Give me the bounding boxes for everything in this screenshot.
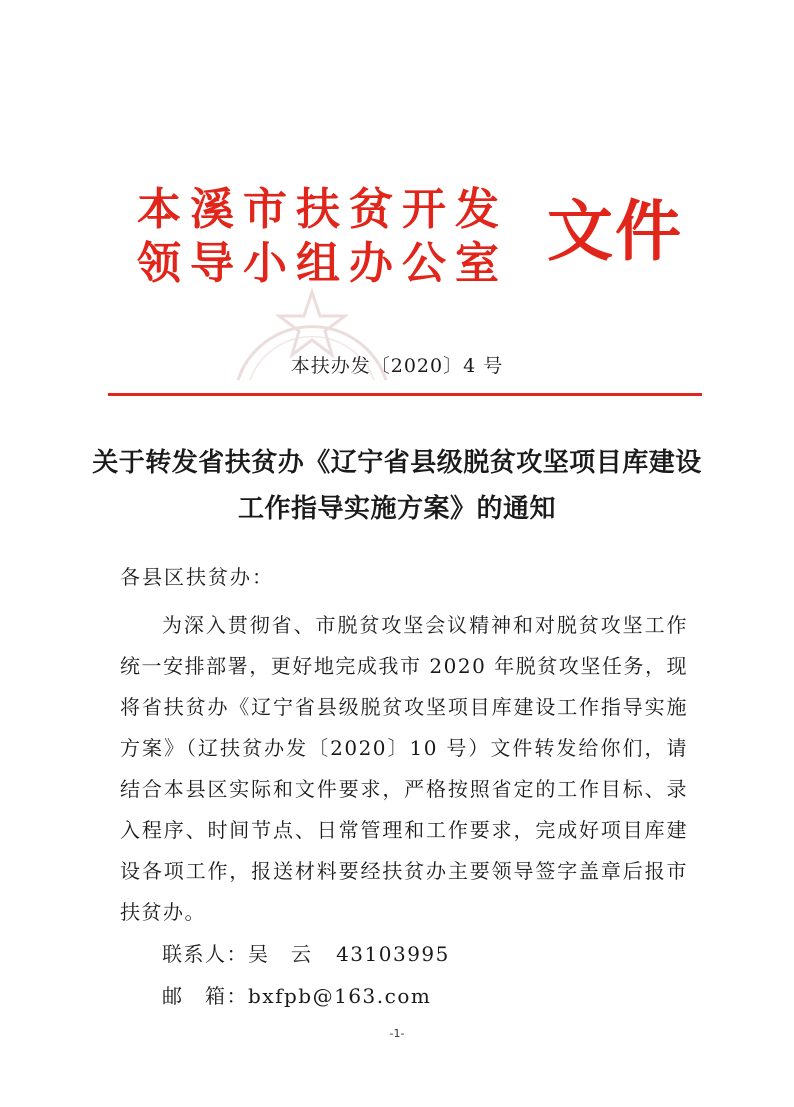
contact-phone: 43103995	[336, 942, 450, 966]
contact-email: bxfpb@163.com	[248, 984, 432, 1008]
contact-email-line	[162, 982, 431, 1010]
document-number: 本扶办发〔2020〕4 号	[290, 355, 504, 377]
letterhead-line-2: 领导小组办公室	[137, 238, 508, 289]
contact-person-line	[162, 940, 450, 968]
page-number: -1-	[389, 1027, 405, 1040]
salutation: 各县区扶贫办：	[120, 565, 274, 589]
body-paragraph: 为深入贯彻省、市脱贫攻坚会议精神和对脱贫攻坚工作统一安排部署，更好地完成我市 2020 年脱贫攻坚任务，现将省扶贫办《辽宁省县级脱贫攻坚项目库建设工作指导实施方案》（辽扶贫办发〔2020〕10 号）文件转发给你们，请结合本县区实际和文件要求，严格按照省定的工作目标、录入程序、时间节点、日常管理和工作要求，完成好项目库建设各项工作，报送材料要经扶贫办主要领导签字盖章后报市扶贫办。	[120, 613, 688, 924]
contact-person-name: 吴 云	[248, 942, 313, 966]
letterhead-suffix: 文件	[547, 192, 683, 270]
red-divider	[108, 393, 702, 396]
letterhead-line-1: 本溪市扶贫开发	[137, 184, 508, 235]
document-title: 关于转发省扶贫办《辽宁省县级脱贫攻坚项目库建设工作指导实施方案》的通知	[92, 448, 702, 524]
contact-person-label: 联系人：	[162, 942, 248, 966]
contact-email-label: 邮 箱：	[162, 984, 248, 1008]
